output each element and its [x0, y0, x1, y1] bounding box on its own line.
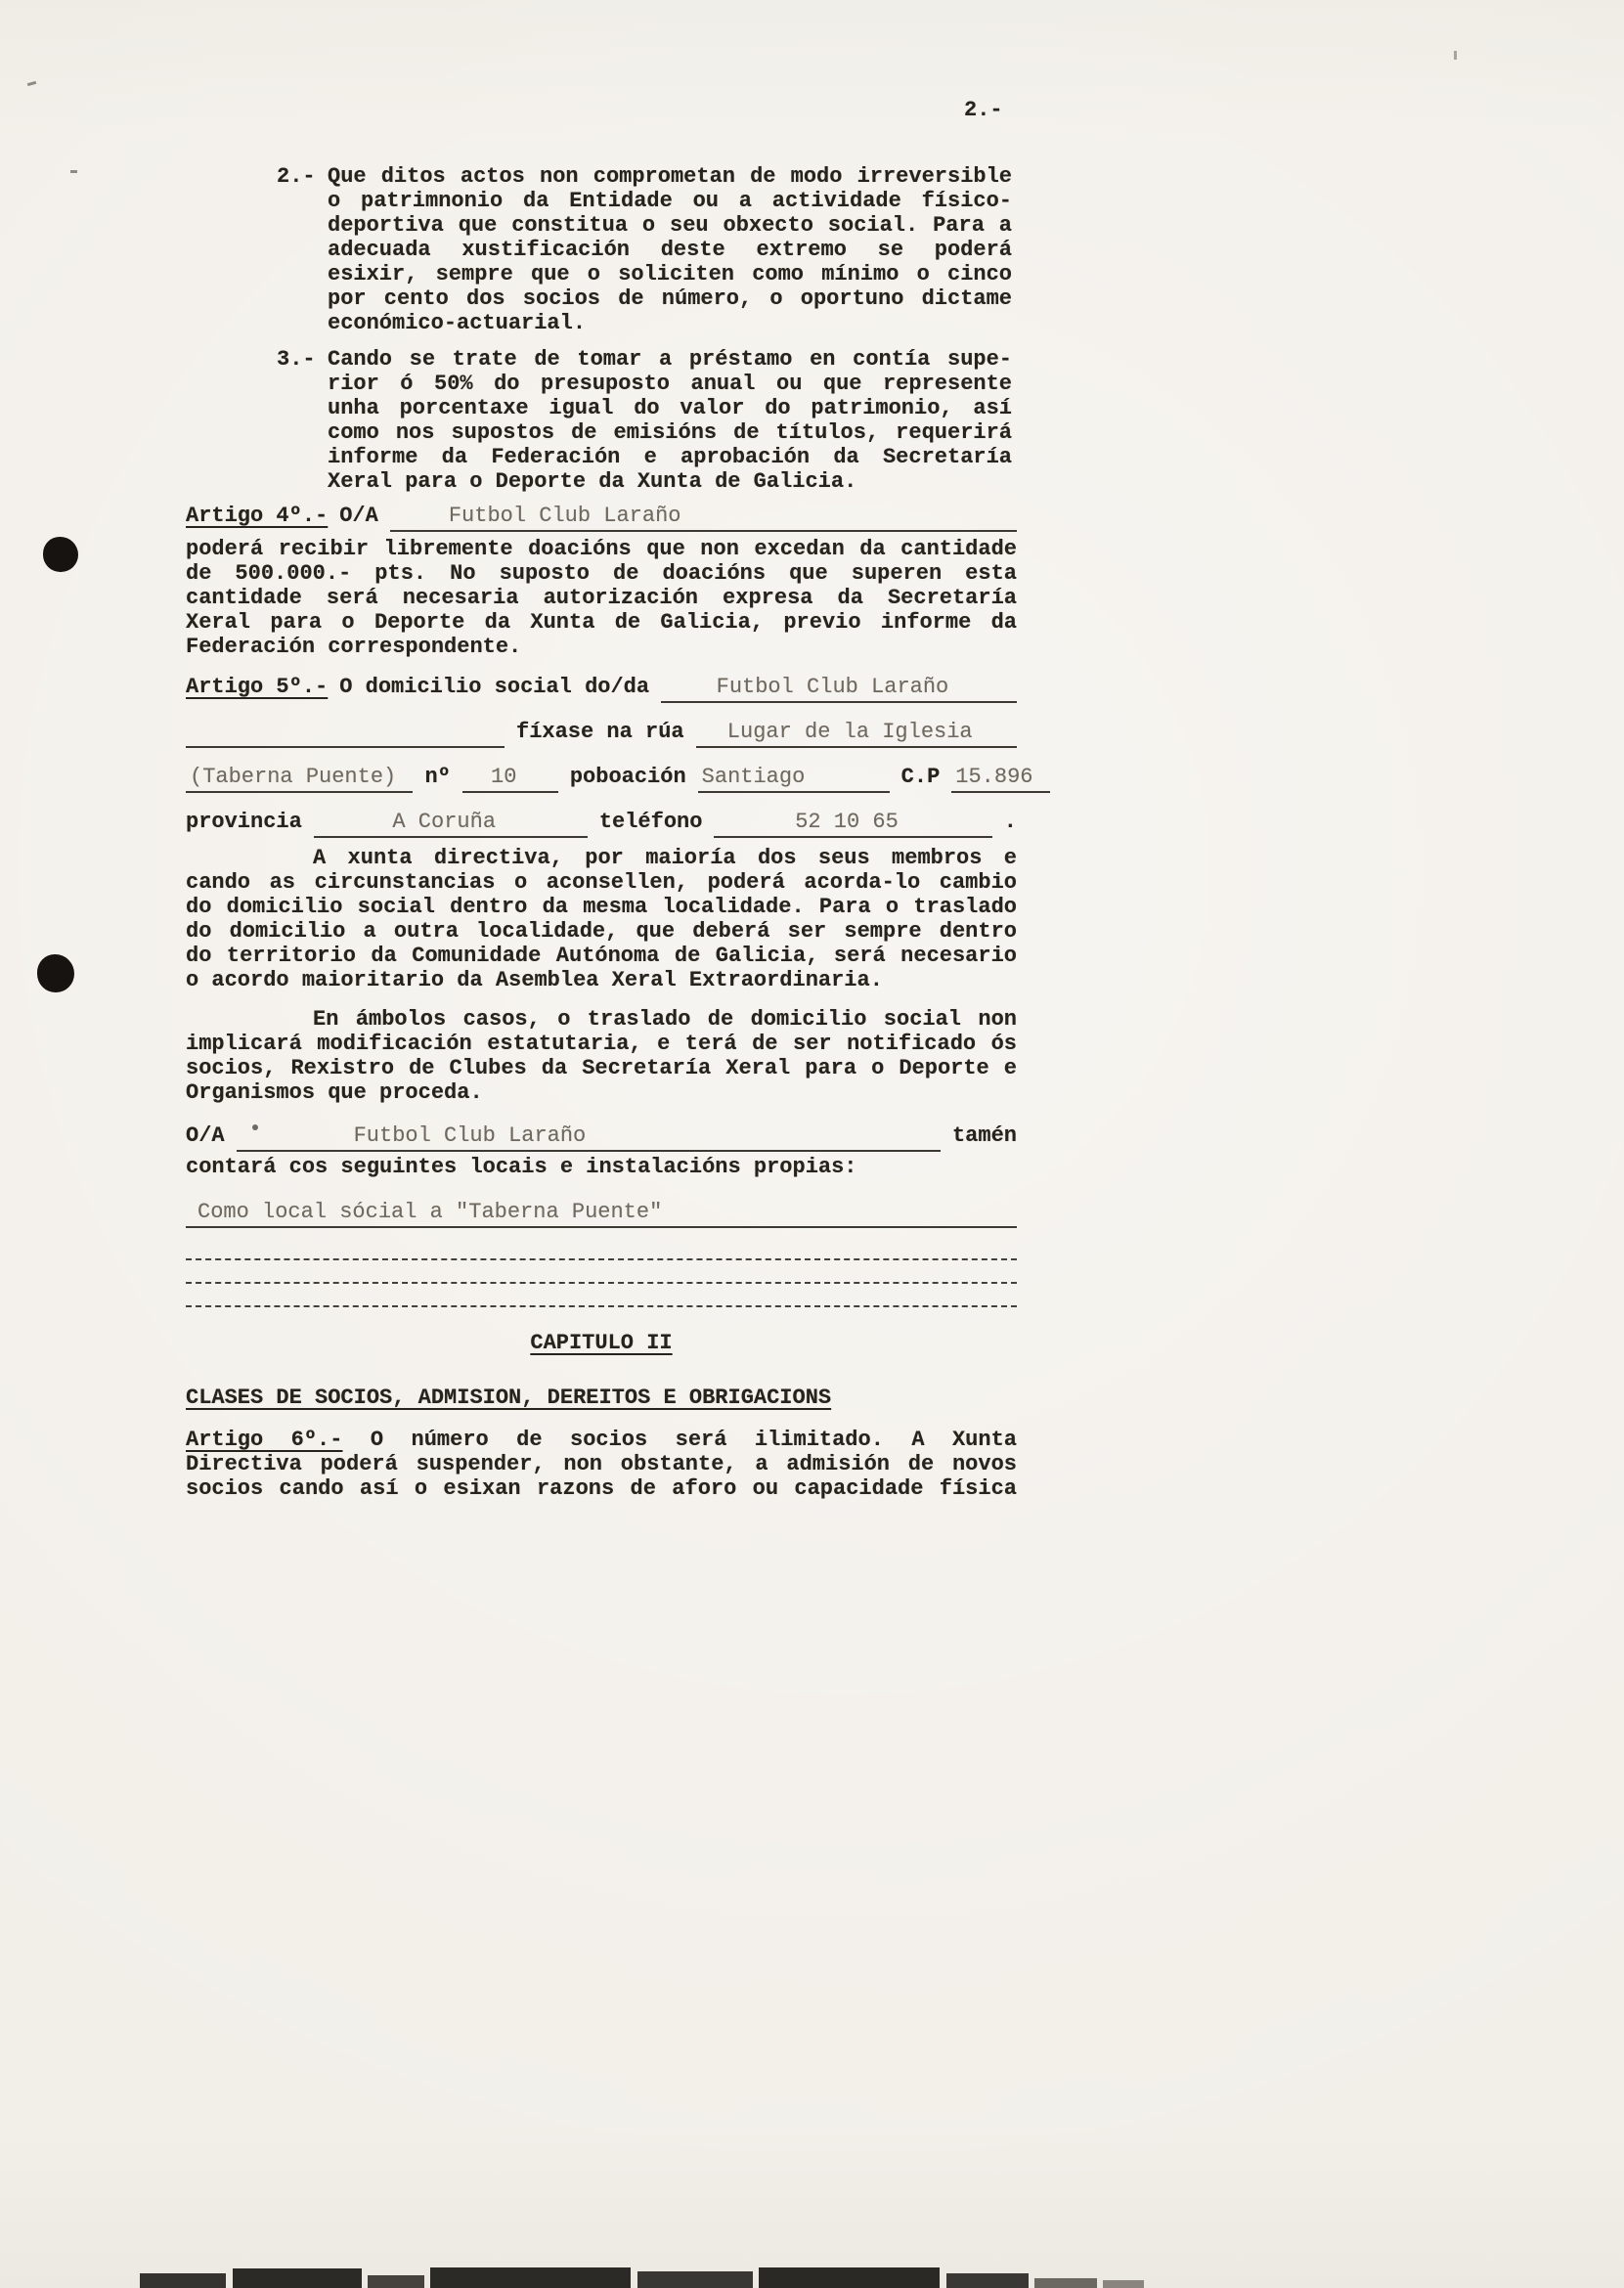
scan-edge-artifact	[1034, 2278, 1097, 2288]
article-4-lead: O/A	[339, 504, 378, 528]
hole-punch-mark	[43, 537, 78, 572]
text-line: implicará modificación estatutaria, e terá de ser notificado ós	[186, 1032, 1017, 1056]
article-6-text	[186, 1452, 1017, 1501]
article-4-heading-line	[186, 504, 1017, 532]
paragraph-ambolos	[186, 1007, 1017, 1105]
filled-club-name: Futbol Club Laraño	[716, 675, 949, 699]
clause-2	[277, 164, 1017, 335]
clause-number: 3.-	[277, 347, 316, 372]
text-line: socios cando así o esixan razons de aforo ou capacidade física	[186, 1476, 1017, 1501]
clause-number: 2.-	[277, 164, 316, 189]
page-number: 2.-	[964, 98, 1003, 122]
blank-street	[696, 720, 1017, 748]
empty-line	[186, 1284, 1017, 1307]
provincia-label: provincia	[186, 810, 302, 834]
text-line: de 500.000.- pts. No suposto de doacións que superen esta	[186, 561, 1017, 586]
blank-telefono	[714, 810, 991, 838]
article-6-first-text: O número de socios será ilimitado. A Xunta	[370, 1428, 1017, 1452]
scan-speck	[1454, 51, 1457, 60]
scan-edge-artifact	[759, 2267, 940, 2288]
article-6-first-line	[186, 1428, 1017, 1452]
cp-label: C.P	[900, 765, 941, 789]
paragraph-xunta	[186, 846, 1017, 992]
filled-telefono: 52 10 65	[795, 810, 899, 834]
fixase-label: fíxase na rúa	[516, 720, 684, 744]
text-line: deportiva que constitua o seu obxecto social. Para a	[328, 213, 1012, 238]
text-line: Cando se trate de tomar a préstamo en contía supe-	[328, 347, 1012, 372]
text-line: unha porcentaxe igual do valor do patrimonio, así	[328, 396, 1012, 420]
scan-edge-artifact	[1103, 2280, 1144, 2288]
article-5-line-1	[186, 675, 1017, 703]
scan-edge-artifact	[233, 2268, 362, 2288]
blank-club-name	[661, 675, 1017, 703]
locais-entry-line	[186, 1200, 1017, 1228]
text-line: do domicilio a outra localidade, que deberá ser sempre dentro	[186, 919, 1017, 944]
clause-text	[328, 347, 1012, 494]
filled-provincia: A Coruña	[392, 810, 497, 834]
text-line: Directiva poderá suspender, non obstante, a admisión de novos	[186, 1452, 1017, 1476]
clause-3	[277, 347, 1017, 494]
text-line: esixir, sempre que o soliciten como mínimo o cinco	[328, 262, 1012, 286]
scan-speck	[70, 170, 77, 173]
text-line: do territorio da Comunidade Autónoma de Galicia, será necesario	[186, 944, 1017, 968]
scan-edge-artifact	[637, 2271, 753, 2288]
filled-cp: 15.896	[955, 765, 1033, 789]
article-5-line-4	[186, 810, 1017, 838]
document-body	[186, 0, 1033, 1501]
text-line: como nos supostos de emisións de títulos, requerirá	[328, 420, 1012, 445]
hole-punch-mark	[37, 954, 74, 992]
text-line: por cento dos socios de número, o oportuno dictame	[328, 286, 1012, 311]
article-4-text	[186, 537, 1017, 659]
filled-empty	[190, 720, 202, 744]
article-4	[186, 504, 1017, 659]
filled-taberna: (Taberna Puente)	[190, 765, 397, 789]
text-line: Xeral para o Deporte da Xunta de Galicia, previo informe da	[186, 610, 1017, 635]
article-5-line-2	[186, 720, 1017, 748]
section-heading	[186, 1386, 1017, 1410]
article-6-label: Artigo 6º.-	[186, 1428, 343, 1452]
blank-empty	[186, 720, 505, 748]
end-mark: .	[1003, 810, 1017, 834]
article-5	[186, 675, 1033, 838]
text-line: socios, Rexistro de Clubes da Secretaría Xeral para o Deporte e	[186, 1056, 1017, 1080]
text-line: adecuada xustificación deste extremo se poderá	[328, 238, 1012, 262]
text-line: económico-actuarial.	[328, 311, 587, 335]
text-line: do domicilio social dentro da mesma localidade. Para o traslado	[186, 895, 1017, 919]
oa-line-2: contará cos seguintes locais e instalacións propias:	[186, 1155, 857, 1179]
blank-locais	[186, 1200, 1017, 1228]
text-line: poderá recibir libremente doacións que non excedan da cantidade	[186, 537, 1017, 561]
blank-cp	[951, 765, 1049, 793]
text-line: cando as circunstancias o aconsellen, poderá acorda-lo cambio	[186, 870, 1017, 895]
text-line: informe da Federación e aprobación da Secretaría	[328, 445, 1012, 469]
text-line: Que ditos actos non comprometan de modo irreversible	[328, 164, 1012, 189]
chapter-heading	[186, 1331, 1017, 1355]
empty-writing-lines	[186, 1237, 1017, 1307]
text-line: o acordo maioritario da Asemblea Xeral Extraordinaria.	[186, 968, 883, 992]
text-line: cantidade será necesaria autorización expresa da Secretaría	[186, 586, 1017, 610]
filled-street-number: 10	[491, 765, 517, 789]
empty-line	[186, 1237, 1017, 1260]
scan-edge-artifact	[140, 2273, 226, 2288]
article-6	[186, 1428, 1017, 1501]
scan-edge-artifact	[368, 2275, 424, 2288]
filled-club-name: Futbol Club Laraño	[353, 1123, 587, 1148]
text-line: En ámbolos casos, o traslado de domicilio social non	[313, 1007, 1017, 1032]
text-line: Organismos que proceda.	[186, 1080, 483, 1105]
blank-provincia	[314, 810, 588, 838]
telefono-label: teléfono	[598, 810, 703, 834]
article-4-label: Artigo 4º.-	[186, 504, 329, 528]
article-5-line-3	[186, 765, 1033, 793]
empty-line	[186, 1260, 1017, 1284]
article-5-lead: O domicilio social do/da	[339, 675, 650, 699]
section-title: CLASES DE SOCIOS, ADMISION, DEREITOS E OBRIGACIONS	[186, 1386, 832, 1410]
oa-line	[186, 1123, 1017, 1152]
article-5-label: Artigo 5º.-	[186, 675, 329, 699]
blank-club-name	[237, 1123, 941, 1152]
blank-taberna	[186, 765, 413, 793]
blank-poboacion	[698, 765, 890, 793]
text-line: o patrimnonio da Entidade ou a actividade físico-	[328, 189, 1012, 213]
filled-locais-entry: Como local sócial a "Taberna Puente"	[198, 1200, 663, 1224]
text-line: A xunta directiva, por maioría dos seus membros e	[313, 846, 1017, 870]
filled-street: Lugar de la Iglesia	[726, 720, 973, 744]
number-label: nº	[424, 765, 451, 789]
clause-text	[328, 164, 1012, 335]
scan-speck	[27, 81, 36, 86]
chapter-title: CAPITULO II	[530, 1331, 673, 1355]
blank-club-name	[390, 504, 1017, 532]
text-line: rior ó 50% do presuposto anual ou que represente	[328, 372, 1012, 396]
scan-edge-artifact	[946, 2273, 1029, 2288]
scan-edge-artifact	[430, 2267, 631, 2288]
poboacion-label: poboación	[569, 765, 686, 789]
oa-lead: O/A	[186, 1123, 225, 1148]
blank-street-number	[462, 765, 558, 793]
text-line: Xeral para o Deporte da Xunta de Galicia.	[328, 469, 857, 494]
text-line: Federación correspondente.	[186, 635, 522, 659]
oa-tail: tamén	[951, 1123, 1017, 1148]
filled-poboacion: Santiago	[701, 765, 806, 789]
filled-club-name: Futbol Club Laraño	[448, 504, 681, 528]
